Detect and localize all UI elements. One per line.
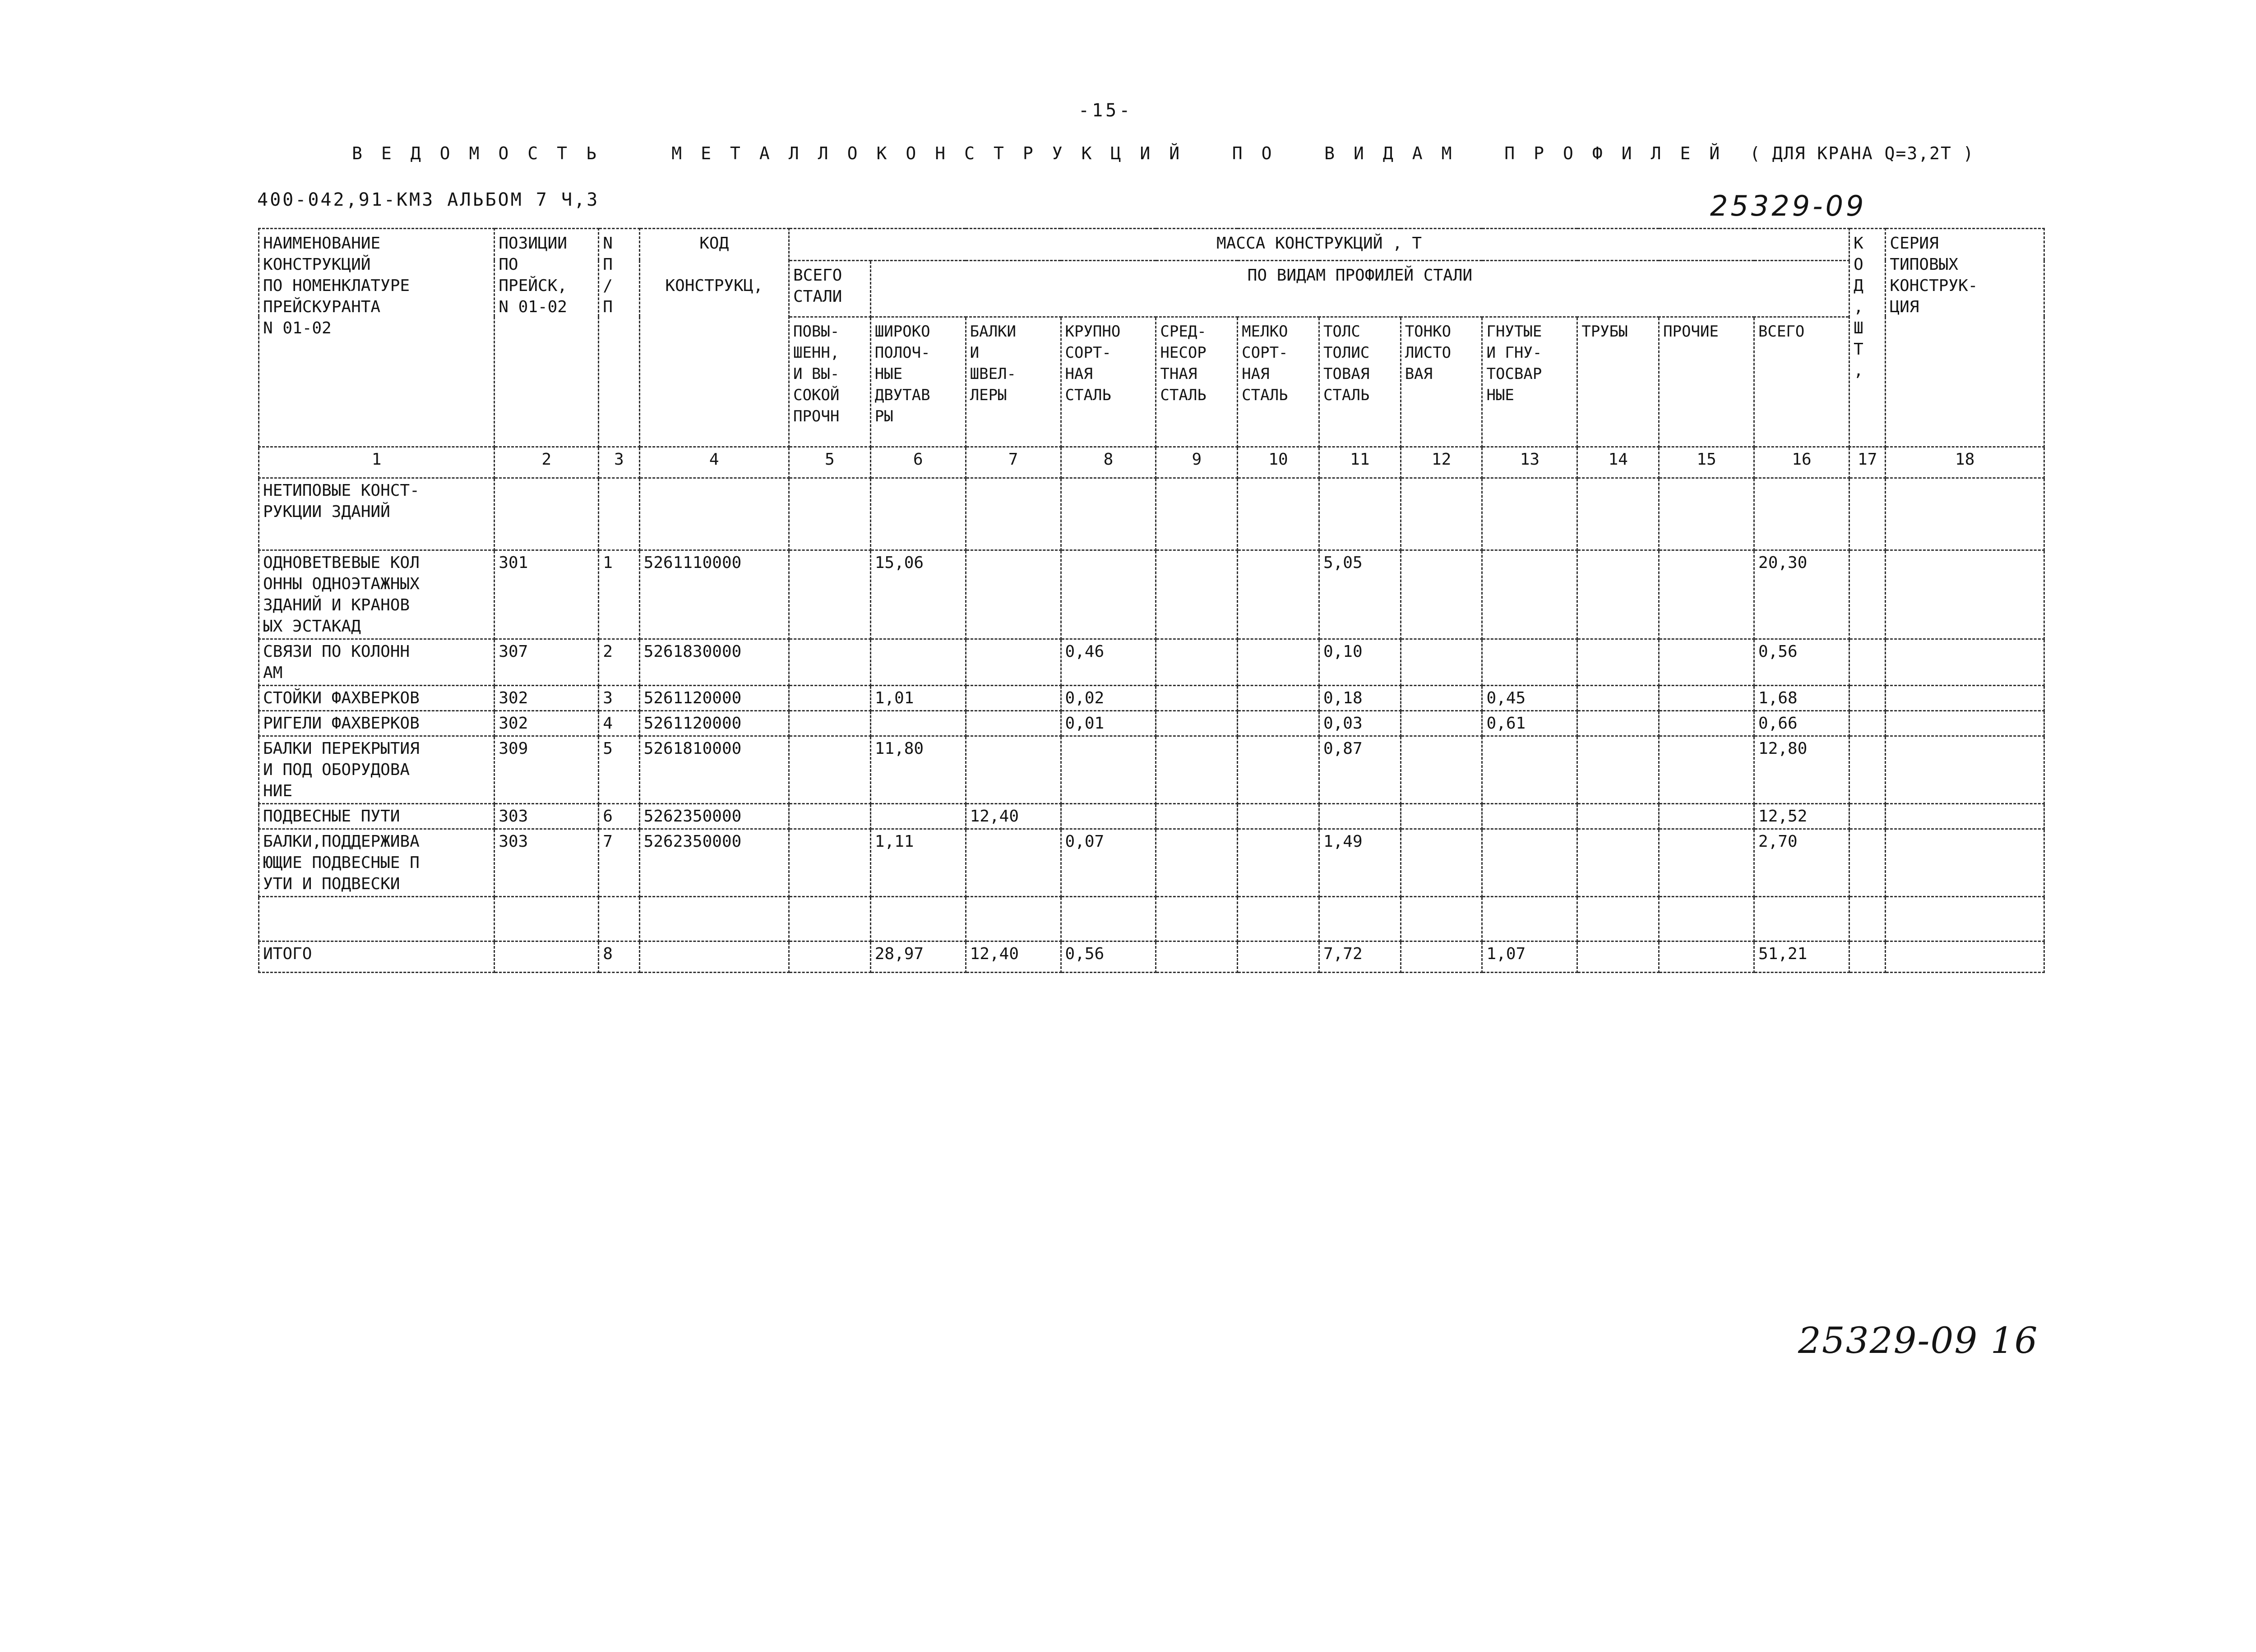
row-cell-c14 [1577, 736, 1659, 804]
total-cell-c7: 12,40 [966, 941, 1061, 973]
row-cell-c11: 0,10 [1319, 639, 1401, 686]
table-row [259, 550, 2044, 639]
header-col10: МЕЛКО СОРТ- НАЯ СТАЛЬ [1238, 317, 1319, 447]
row-cell-c8 [1061, 550, 1156, 639]
row-cell-c14 [1577, 711, 1659, 736]
row-cell-c9 [1156, 686, 1238, 711]
row-cell-c16: 0,66 [1754, 711, 1849, 736]
row-cell-c16: 20,30 [1754, 550, 1849, 639]
total-cell-c16: 51,21 [1754, 941, 1849, 973]
row-cell-c17 [1849, 711, 1886, 736]
header-col17: К О Д , Ш Т , [1849, 229, 1886, 447]
row-cell-c14 [1577, 829, 1659, 897]
row-cell-c10 [1238, 686, 1319, 711]
row-cell-c13: 0,45 [1482, 686, 1577, 711]
row-cell-c15 [1659, 639, 1754, 686]
total-cell-pos [495, 941, 599, 973]
row-cell-c8: 0,46 [1061, 639, 1156, 686]
column-number: 6 [870, 447, 966, 478]
column-number: 12 [1401, 447, 1482, 478]
total-cell-c17 [1849, 941, 1886, 973]
row-cell-pos: 309 [495, 736, 599, 804]
header-col9: СРЕД- НЕСОР ТНАЯ СТАЛЬ [1156, 317, 1238, 447]
header-name: НАИМЕНОВАНИЕ КОНСТРУКЦИЙ ПО НОМЕНКЛАТУРЕ ПРЕЙСКУРАНТА N 01-02 [259, 229, 495, 447]
row-cell-c13 [1482, 829, 1577, 897]
row-cell-c17 [1849, 550, 1886, 639]
total-label: ИТОГО [259, 941, 495, 973]
row-cell-c6: 1,01 [870, 686, 966, 711]
header-index: N П / П [599, 229, 639, 447]
column-number: 5 [789, 447, 870, 478]
row-cell-c18 [1886, 711, 2044, 736]
row-cell-c16: 2,70 [1754, 829, 1849, 897]
steel-schedule-table [258, 228, 2045, 973]
row-name-cell: СВЯЗИ ПО КОЛОНН АМ [259, 639, 495, 686]
column-number: 16 [1754, 447, 1849, 478]
section-title: НЕТИПОВЫЕ КОНСТ- РУКЦИИ ЗДАНИЙ [259, 478, 495, 550]
header-col11: ТОЛС ТОЛИС ТОВАЯ СТАЛЬ [1319, 317, 1401, 447]
row-cell-c8 [1061, 804, 1156, 829]
column-number: 15 [1659, 447, 1754, 478]
row-cell-c8: 0,01 [1061, 711, 1156, 736]
row-cell-code: 5261810000 [639, 736, 789, 804]
row-cell-c15 [1659, 686, 1754, 711]
column-number: 1 [259, 447, 495, 478]
header-col8: КРУПНО СОРТ- НАЯ СТАЛЬ [1061, 317, 1156, 447]
archive-number: 25329-09 [1710, 189, 1867, 222]
title-part: ПРОФИЛЕЙ [1504, 143, 1739, 163]
row-cell-c11: 0,87 [1319, 736, 1401, 804]
row-cell-c9 [1156, 829, 1238, 897]
total-cell-c9 [1156, 941, 1238, 973]
row-cell-c7 [966, 829, 1061, 897]
row-name-cell: РИГЕЛИ ФАХВЕРКОВ [259, 711, 495, 736]
row-cell-n: 7 [599, 829, 639, 897]
row-cell-c15 [1659, 829, 1754, 897]
row-cell-c5 [789, 804, 870, 829]
total-cell-c11: 7,72 [1319, 941, 1401, 973]
row-cell-c6: 11,80 [870, 736, 966, 804]
header-code: КОД КОНСТРУКЦ, [639, 229, 789, 447]
row-name-cell: ОДНОВЕТВЕВЫЕ КОЛ ОННЫ ОДНОЭТАЖНЫХ ЗДАНИЙ И КРАНОВ ЫХ ЭСТАКАД [259, 550, 495, 639]
row-cell-c11 [1319, 804, 1401, 829]
row-cell-c7 [966, 550, 1061, 639]
handwritten-number: 25329-09 16 [1798, 1320, 2039, 1361]
header-mass-group: МАССА КОНСТРУКЦИЙ , Т [789, 229, 1849, 261]
row-cell-c14 [1577, 686, 1659, 711]
row-cell-c14 [1577, 804, 1659, 829]
row-cell-c13 [1482, 736, 1577, 804]
row-cell-c18 [1886, 550, 2044, 639]
row-cell-c15 [1659, 804, 1754, 829]
row-cell-c7 [966, 686, 1061, 711]
row-cell-c15 [1659, 550, 1754, 639]
row-cell-c17 [1849, 829, 1886, 897]
table-row [259, 686, 2044, 711]
table-row [259, 804, 2044, 829]
total-cell-c13: 1,07 [1482, 941, 1577, 973]
header-col13: ГНУТЫЕ И ГНУ- ТОСВАР НЫЕ [1482, 317, 1577, 447]
table-row [259, 736, 2044, 804]
row-name-cell: БАЛКИ,ПОДДЕРЖИВА ЮЩИЕ ПОДВЕСНЫЕ П УТИ И ПОДВЕСКИ [259, 829, 495, 897]
header-col15: ПРОЧИЕ [1659, 317, 1754, 447]
row-cell-c5 [789, 550, 870, 639]
header-row-1 [259, 229, 2044, 261]
row-cell-c13: 0,61 [1482, 711, 1577, 736]
total-cell-c18 [1886, 941, 2044, 973]
row-cell-pos: 302 [495, 711, 599, 736]
row-cell-c11: 0,03 [1319, 711, 1401, 736]
header-profiles-group: ПО ВИДАМ ПРОФИЛЕЙ СТАЛИ [870, 260, 1849, 317]
header-position: ПОЗИЦИИ ПО ПРЕЙСК, N 01-02 [495, 229, 599, 447]
header-col16: ВСЕГО [1754, 317, 1849, 447]
row-cell-c11: 1,49 [1319, 829, 1401, 897]
blank-row [259, 897, 2044, 941]
row-cell-c12 [1401, 686, 1482, 711]
title-part: ВИДАМ [1324, 143, 1471, 163]
row-cell-c18 [1886, 829, 2044, 897]
table-row [259, 829, 2044, 897]
row-cell-c18 [1886, 686, 2044, 711]
row-cell-pos: 303 [495, 804, 599, 829]
row-cell-c8: 0,02 [1061, 686, 1156, 711]
row-cell-pos: 303 [495, 829, 599, 897]
row-cell-n: 1 [599, 550, 639, 639]
row-cell-c10 [1238, 804, 1319, 829]
row-name-cell: ПОДВЕСНЫЕ ПУТИ [259, 804, 495, 829]
total-cell-c5 [789, 941, 870, 973]
row-name-cell: БАЛКИ ПЕРЕКРЫТИЯ И ПОД ОБОРУДОВА НИЕ [259, 736, 495, 804]
row-cell-c8: 0,07 [1061, 829, 1156, 897]
row-cell-c17 [1849, 736, 1886, 804]
row-cell-c7 [966, 711, 1061, 736]
row-cell-c7 [966, 639, 1061, 686]
row-cell-c16: 12,52 [1754, 804, 1849, 829]
row-cell-n: 4 [599, 711, 639, 736]
row-cell-code: 5261120000 [639, 711, 789, 736]
row-cell-c6: 1,11 [870, 829, 966, 897]
row-cell-c11: 5,05 [1319, 550, 1401, 639]
row-cell-c12 [1401, 829, 1482, 897]
row-cell-c12 [1401, 804, 1482, 829]
row-cell-c5 [789, 736, 870, 804]
column-number: 8 [1061, 447, 1156, 478]
total-cell-code [639, 941, 789, 973]
row-cell-c5 [789, 829, 870, 897]
row-cell-c15 [1659, 711, 1754, 736]
column-number-row [259, 447, 2044, 478]
row-cell-c12 [1401, 550, 1482, 639]
header-series: СЕРИЯ ТИПОВЫХ КОНСТРУК- ЦИЯ [1886, 229, 2044, 447]
row-cell-c15 [1659, 736, 1754, 804]
row-cell-c13 [1482, 639, 1577, 686]
row-cell-c13 [1482, 550, 1577, 639]
row-cell-c10 [1238, 711, 1319, 736]
title-part: МЕТАЛЛОКОНСТРУКЦИЙ [671, 143, 1199, 163]
row-cell-c16: 12,80 [1754, 736, 1849, 804]
header-col5: ПОВЫ- ШЕНН, И ВЫ- СОКОЙ ПРОЧН [789, 317, 870, 447]
row-cell-code: 5262350000 [639, 829, 789, 897]
column-number: 2 [495, 447, 599, 478]
column-number: 7 [966, 447, 1061, 478]
row-cell-c12 [1401, 639, 1482, 686]
row-cell-c6 [870, 804, 966, 829]
document-code: 400-042,91-КМ3 АЛЬБОМ 7 Ч,3 [257, 189, 600, 210]
page-number: -15- [1078, 100, 1133, 121]
row-cell-c10 [1238, 550, 1319, 639]
row-cell-c18 [1886, 639, 2044, 686]
title-part: ВЕДОМОСТЬ [352, 143, 615, 163]
row-cell-pos: 302 [495, 686, 599, 711]
column-number: 13 [1482, 447, 1577, 478]
title-part: ПО [1232, 143, 1291, 163]
total-row [259, 941, 2044, 973]
total-cell-n: 8 [599, 941, 639, 973]
row-cell-c16: 1,68 [1754, 686, 1849, 711]
row-cell-n: 6 [599, 804, 639, 829]
row-cell-c10 [1238, 639, 1319, 686]
row-cell-c6 [870, 639, 966, 686]
row-cell-c6: 15,06 [870, 550, 966, 639]
row-cell-c9 [1156, 711, 1238, 736]
row-cell-c9 [1156, 804, 1238, 829]
total-cell-c15 [1659, 941, 1754, 973]
header-col14: ТРУБЫ [1577, 317, 1659, 447]
table-row [259, 711, 2044, 736]
header-total-steel: ВСЕГО СТАЛИ [789, 260, 870, 317]
total-cell-c8: 0,56 [1061, 941, 1156, 973]
row-cell-c14 [1577, 550, 1659, 639]
row-cell-pos: 301 [495, 550, 599, 639]
row-cell-c5 [789, 711, 870, 736]
section-row [259, 478, 2044, 550]
row-cell-c10 [1238, 736, 1319, 804]
total-cell-c6: 28,97 [870, 941, 966, 973]
row-cell-code: 5262350000 [639, 804, 789, 829]
row-cell-c8 [1061, 736, 1156, 804]
row-name-cell: СТОЙКИ ФАХВЕРКОВ [259, 686, 495, 711]
total-cell-c14 [1577, 941, 1659, 973]
row-cell-code: 5261120000 [639, 686, 789, 711]
row-cell-c17 [1849, 804, 1886, 829]
row-cell-c14 [1577, 639, 1659, 686]
row-cell-c18 [1886, 736, 2044, 804]
row-cell-c12 [1401, 711, 1482, 736]
header-col12: ТОНКО ЛИСТО ВАЯ [1401, 317, 1482, 447]
row-cell-c7: 12,40 [966, 804, 1061, 829]
header-col6: ШИРОКО ПОЛОЧ- НЫЕ ДВУТАВ РЫ [870, 317, 966, 447]
column-number: 14 [1577, 447, 1659, 478]
total-cell-c12 [1401, 941, 1482, 973]
row-cell-c17 [1849, 639, 1886, 686]
column-number: 10 [1238, 447, 1319, 478]
row-cell-c16: 0,56 [1754, 639, 1849, 686]
row-cell-c17 [1849, 686, 1886, 711]
row-cell-n: 3 [599, 686, 639, 711]
row-cell-code: 5261110000 [639, 550, 789, 639]
row-cell-c18 [1886, 804, 2044, 829]
row-cell-c12 [1401, 736, 1482, 804]
header-col7: БАЛКИ И ШВЕЛ- ЛЕРЫ [966, 317, 1061, 447]
column-number: 11 [1319, 447, 1401, 478]
column-number: 9 [1156, 447, 1238, 478]
total-cell-c10 [1238, 941, 1319, 973]
column-number: 3 [599, 447, 639, 478]
column-number: 17 [1849, 447, 1886, 478]
row-cell-c9 [1156, 550, 1238, 639]
table-row [259, 639, 2044, 686]
steel-schedule-table-wrap [258, 228, 2045, 973]
table-body [259, 447, 2044, 973]
row-cell-c7 [966, 736, 1061, 804]
row-cell-n: 2 [599, 639, 639, 686]
row-cell-c6 [870, 711, 966, 736]
row-cell-c9 [1156, 736, 1238, 804]
row-cell-code: 5261830000 [639, 639, 789, 686]
document-title [352, 143, 1974, 163]
title-part: ( ДЛЯ КРАНА Q=3,2Т ) [1750, 143, 1974, 163]
row-cell-c9 [1156, 639, 1238, 686]
column-number: 4 [639, 447, 789, 478]
row-cell-n: 5 [599, 736, 639, 804]
row-cell-c11: 0,18 [1319, 686, 1401, 711]
row-cell-pos: 307 [495, 639, 599, 686]
column-number: 18 [1886, 447, 2044, 478]
row-cell-c13 [1482, 804, 1577, 829]
row-cell-c10 [1238, 829, 1319, 897]
row-cell-c5 [789, 686, 870, 711]
row-cell-c5 [789, 639, 870, 686]
